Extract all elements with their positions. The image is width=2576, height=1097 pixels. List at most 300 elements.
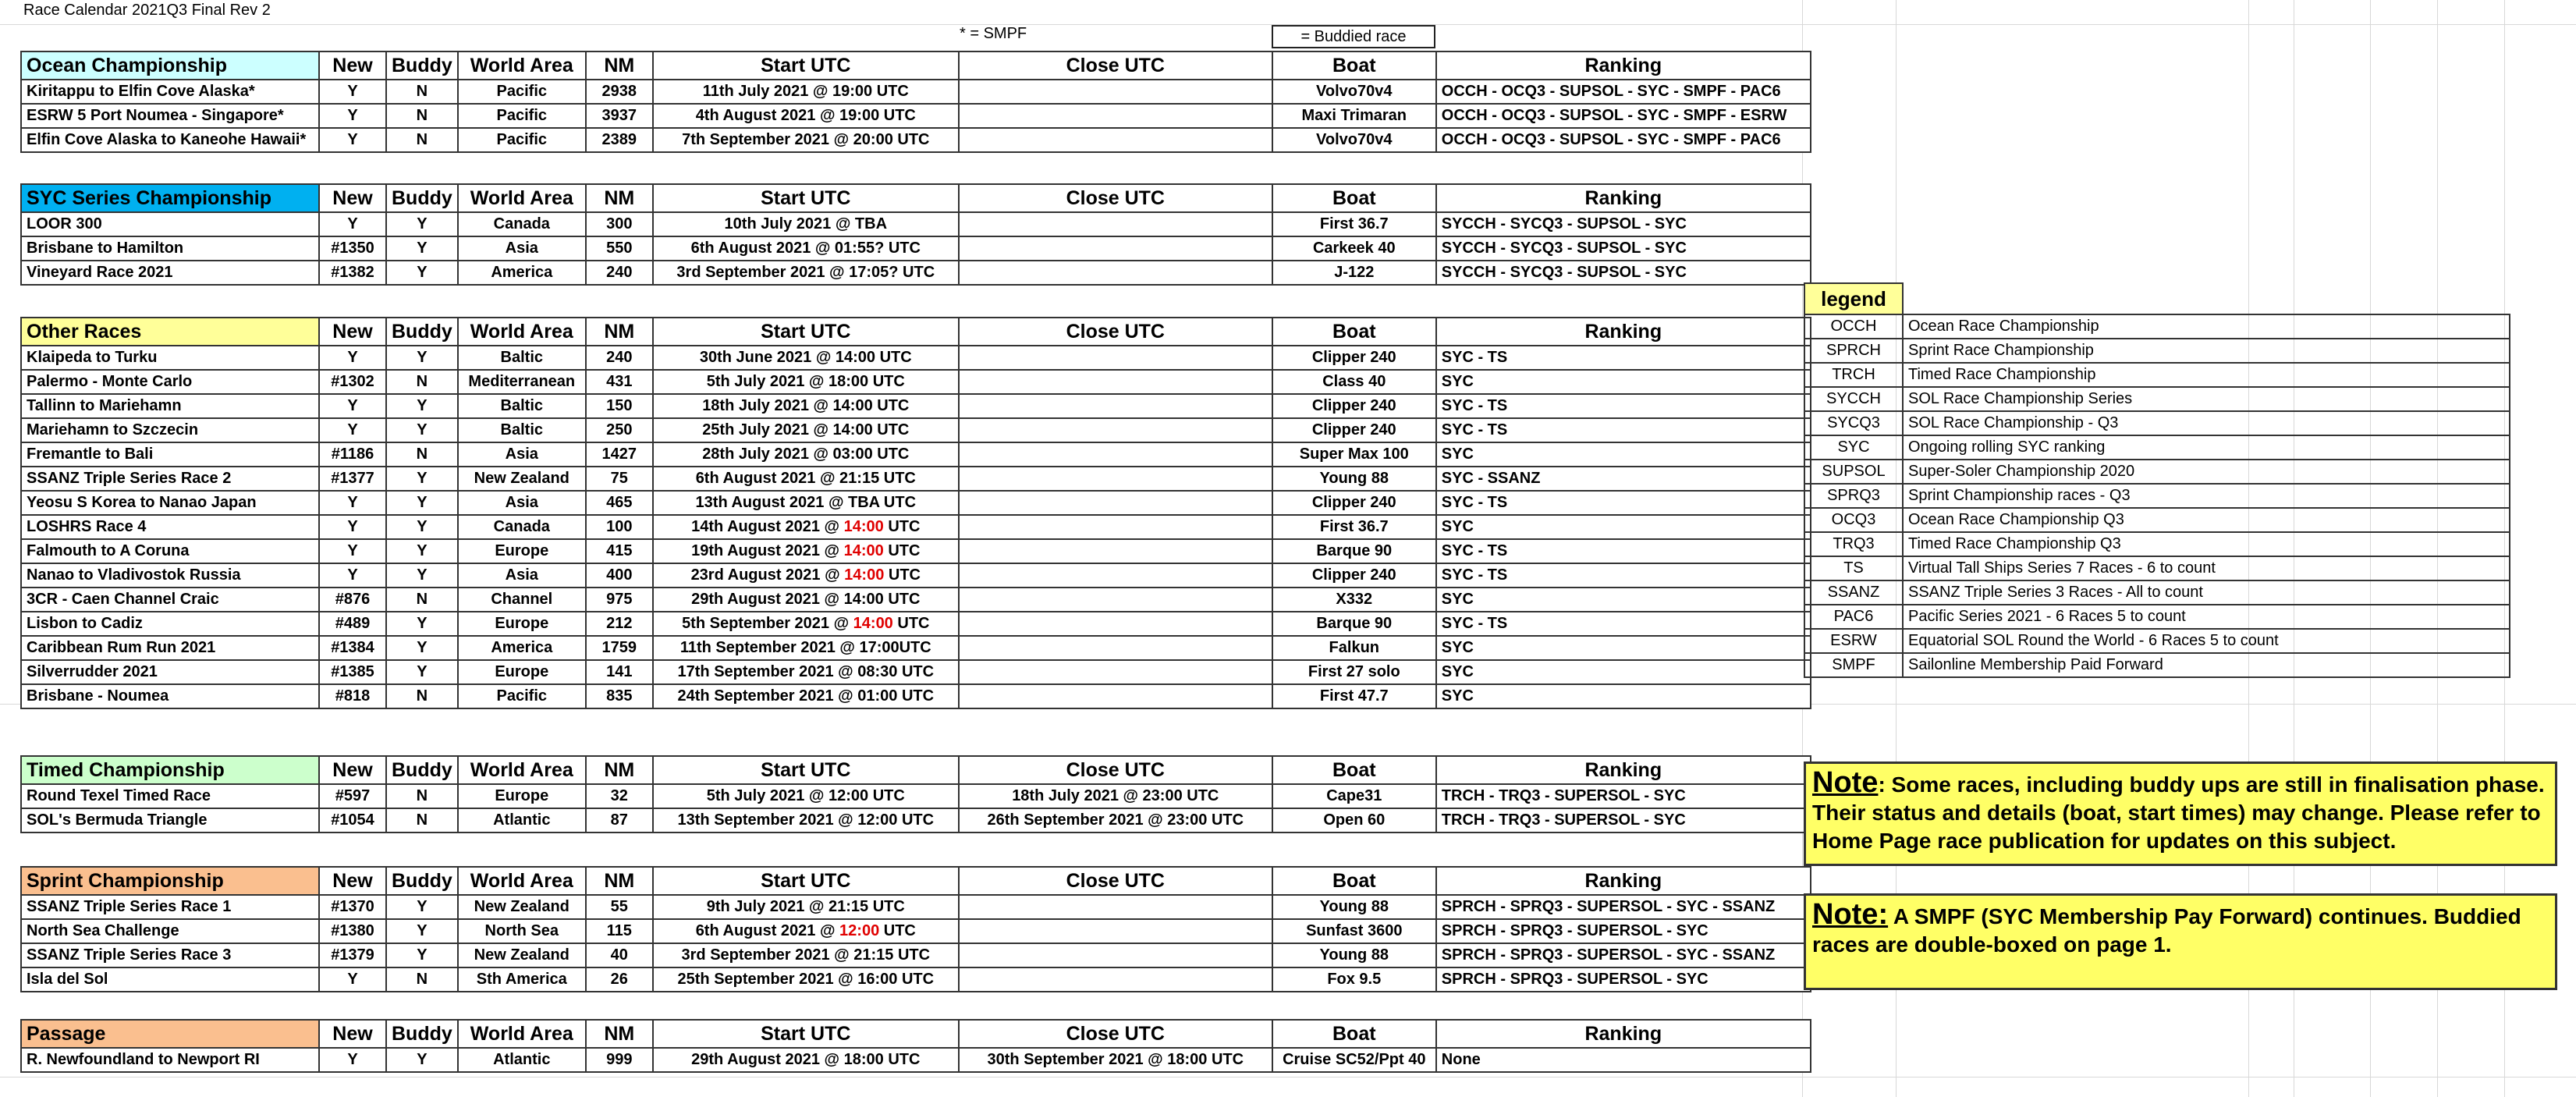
legend-row: [1804, 532, 2510, 556]
note-label: Note: [1812, 766, 1879, 799]
start-utc-text: 17th September 2021 @ 08:30 UTC: [677, 663, 935, 680]
start-utc-text: 19th August 2021 @: [691, 542, 844, 559]
section-title: Sprint Championship: [21, 867, 319, 895]
close-utc-cell: 18th July 2021 @ 23:00 UTC: [959, 784, 1272, 808]
buddy-cell: Y: [386, 236, 458, 261]
header-new: New: [319, 1020, 386, 1048]
world-area-cell: Pacific: [458, 684, 586, 708]
start-utc-cell: [653, 919, 959, 943]
new-cell: Y: [319, 80, 386, 104]
ocean-championship-table: [20, 51, 1811, 153]
race-row: [21, 394, 1811, 418]
header-new: New: [319, 51, 386, 80]
buddy-cell: Y: [386, 636, 458, 660]
start-utc-text: 28th July 2021 @ 03:00 UTC: [702, 446, 910, 463]
header-world-area: World Area: [458, 184, 586, 212]
legend-description: Ongoing rolling SYC ranking: [1903, 435, 2510, 460]
start-utc-text: 11th July 2021 @ 19:00 UTC: [702, 83, 909, 100]
close-utc-cell: 30th September 2021 @ 18:00 UTC: [959, 1048, 1272, 1072]
legend-code: TRQ3: [1804, 532, 1903, 556]
start-time-highlight: 14:00: [844, 566, 885, 584]
boat-cell: Sunfast 3600: [1272, 919, 1436, 943]
nm-cell: 300: [586, 212, 653, 236]
legend-code: OCCH: [1804, 314, 1903, 339]
legend-description: Virtual Tall Ships Series 7 Races - 6 to count: [1903, 556, 2510, 580]
start-utc-cell: [653, 212, 959, 236]
nm-cell: 975: [586, 588, 653, 612]
start-utc-text: 9th July 2021 @ 21:15 UTC: [706, 898, 905, 915]
legend-description: Sprint Race Championship: [1903, 339, 2510, 363]
header-world-area: World Area: [458, 867, 586, 895]
close-utc-cell: [959, 895, 1272, 919]
boat-cell: Young 88: [1272, 943, 1436, 967]
nm-cell: 240: [586, 346, 653, 370]
new-cell: Y: [319, 212, 386, 236]
buddy-cell: Y: [386, 394, 458, 418]
close-utc-cell: 26th September 2021 @ 23:00 UTC: [959, 808, 1272, 833]
ranking-cell: SYC: [1436, 370, 1811, 394]
race-name: ESRW 5 Port Noumea - Singapore*: [21, 104, 319, 128]
header-close-utc: Close UTC: [959, 1020, 1272, 1048]
header-ranking: Ranking: [1436, 867, 1811, 895]
start-utc-cell: [653, 346, 959, 370]
new-cell: Y: [319, 104, 386, 128]
nm-cell: 87: [586, 808, 653, 833]
header-boat: Boat: [1272, 318, 1436, 346]
race-row: [21, 1048, 1811, 1072]
nm-cell: 141: [586, 660, 653, 684]
note-smpf: [1804, 893, 2557, 990]
legend-code: PAC6: [1804, 605, 1903, 629]
boat-cell: First 36.7: [1272, 212, 1436, 236]
ranking-cell: SYC - TS: [1436, 394, 1811, 418]
world-area-cell: Baltic: [458, 394, 586, 418]
buddy-cell: N: [386, 808, 458, 833]
start-utc-text: 11th September 2021 @ 17:00UTC: [679, 639, 931, 656]
race-name: Palermo - Monte Carlo: [21, 370, 319, 394]
ranking-cell: SPRCH - SPRQ3 - SUPERSOL - SYC - SSANZ: [1436, 943, 1811, 967]
legend-row: [1804, 605, 2510, 629]
close-utc-cell: [959, 418, 1272, 442]
buddy-cell: Y: [386, 212, 458, 236]
header-nm: NM: [586, 867, 653, 895]
start-utc-text: 25th September 2021 @ 16:00 UTC: [677, 971, 935, 988]
race-name: 3CR - Caen Channel Craic: [21, 588, 319, 612]
header-boat: Boat: [1272, 867, 1436, 895]
race-name: Round Texel Timed Race: [21, 784, 319, 808]
race-name: Isla del Sol: [21, 967, 319, 992]
header-world-area: World Area: [458, 756, 586, 784]
ranking-cell: SYC - TS: [1436, 418, 1811, 442]
start-utc-text: 4th August 2021 @ 19:00 UTC: [695, 107, 916, 124]
header-ranking: Ranking: [1436, 51, 1811, 80]
ranking-cell: SYCCH - SYCQ3 - SUPSOL - SYC: [1436, 261, 1811, 285]
boat-cell: First 47.7: [1272, 684, 1436, 708]
boat-cell: Falkun: [1272, 636, 1436, 660]
race-name: Yeosu S Korea to Nanao Japan: [21, 491, 319, 515]
race-name: Fremantle to Bali: [21, 442, 319, 467]
buddy-cell: N: [386, 80, 458, 104]
nm-cell: 3937: [586, 104, 653, 128]
world-area-cell: America: [458, 261, 586, 285]
boat-cell: Volvo70v4: [1272, 128, 1436, 152]
ranking-cell: SYCCH - SYCQ3 - SUPSOL - SYC: [1436, 212, 1811, 236]
buddy-cell: N: [386, 784, 458, 808]
ranking-cell: SYC - TS: [1436, 612, 1811, 636]
buddy-cell: N: [386, 104, 458, 128]
start-utc-text: 5th September 2021 @: [682, 615, 853, 632]
boat-cell: Fox 9.5: [1272, 967, 1436, 992]
header-close-utc: Close UTC: [959, 867, 1272, 895]
world-area-cell: New Zealand: [458, 943, 586, 967]
legend-description: Ocean Race Championship: [1903, 314, 2510, 339]
legend-row: [1804, 580, 2510, 605]
start-utc-cell: [653, 895, 959, 919]
new-cell: Y: [319, 346, 386, 370]
new-cell: #1379: [319, 943, 386, 967]
race-name: SSANZ Triple Series Race 2: [21, 467, 319, 491]
new-cell: Y: [319, 539, 386, 563]
nm-cell: 150: [586, 394, 653, 418]
world-area-cell: Atlantic: [458, 808, 586, 833]
legend-row: [1804, 653, 2510, 677]
race-name: Tallinn to Mariehamn: [21, 394, 319, 418]
start-utc-text: UTC: [892, 615, 930, 632]
start-utc-cell: [653, 80, 959, 104]
start-utc-cell: [653, 394, 959, 418]
world-area-cell: America: [458, 636, 586, 660]
race-row: [21, 212, 1811, 236]
header-nm: NM: [586, 756, 653, 784]
new-cell: #597: [319, 784, 386, 808]
header-close-utc: Close UTC: [959, 318, 1272, 346]
world-area-cell: Baltic: [458, 346, 586, 370]
nm-cell: 835: [586, 684, 653, 708]
start-utc-cell: [653, 442, 959, 467]
nm-cell: 999: [586, 1048, 653, 1072]
start-utc-cell: [653, 370, 959, 394]
boat-cell: Open 60: [1272, 808, 1436, 833]
start-utc-text: 7th September 2021 @ 20:00 UTC: [682, 131, 930, 148]
close-utc-cell: [959, 612, 1272, 636]
legend-code: SMPF: [1804, 653, 1903, 677]
race-row: [21, 967, 1811, 992]
close-utc-cell: [959, 588, 1272, 612]
header-start-utc: Start UTC: [653, 867, 959, 895]
close-utc-cell: [959, 967, 1272, 992]
start-utc-cell: [653, 104, 959, 128]
header-boat: Boat: [1272, 184, 1436, 212]
header-ranking: Ranking: [1436, 756, 1811, 784]
ranking-cell: SPRCH - SPRQ3 - SUPERSOL - SYC: [1436, 919, 1811, 943]
race-name: Brisbane - Noumea: [21, 684, 319, 708]
close-utc-cell: [959, 636, 1272, 660]
header-ranking: Ranking: [1436, 184, 1811, 212]
close-utc-cell: [959, 394, 1272, 418]
section-title: Ocean Championship: [21, 51, 319, 80]
nm-cell: 2389: [586, 128, 653, 152]
buddy-cell: Y: [386, 1048, 458, 1072]
page-title: Race Calendar 2021Q3 Final Rev 2: [23, 2, 271, 19]
legend-row: [1804, 339, 2510, 363]
close-utc-cell: [959, 442, 1272, 467]
new-cell: Y: [319, 563, 386, 588]
new-cell: Y: [319, 394, 386, 418]
start-utc-cell: [653, 612, 959, 636]
header-nm: NM: [586, 1020, 653, 1048]
race-row: [21, 895, 1811, 919]
legend-code: TRCH: [1804, 363, 1903, 387]
header-new: New: [319, 756, 386, 784]
nm-cell: 40: [586, 943, 653, 967]
legend-code: ESRW: [1804, 629, 1903, 653]
start-utc-text: 29th August 2021 @ 14:00 UTC: [691, 591, 921, 608]
header-buddy: Buddy: [386, 1020, 458, 1048]
race-row: [21, 515, 1811, 539]
close-utc-cell: [959, 491, 1272, 515]
buddy-cell: N: [386, 442, 458, 467]
world-area-cell: Canada: [458, 515, 586, 539]
header-close-utc: Close UTC: [959, 756, 1272, 784]
legend-description: SSANZ Triple Series 3 Races - All to count: [1903, 580, 2510, 605]
new-cell: #1385: [319, 660, 386, 684]
start-utc-cell: [653, 1048, 959, 1072]
header-boat: Boat: [1272, 756, 1436, 784]
ranking-cell: SYC - TS: [1436, 563, 1811, 588]
new-cell: #1186: [319, 442, 386, 467]
header-world-area: World Area: [458, 318, 586, 346]
buddy-cell: N: [386, 128, 458, 152]
start-utc-cell: [653, 588, 959, 612]
new-cell: #1054: [319, 808, 386, 833]
close-utc-cell: [959, 539, 1272, 563]
new-cell: #1350: [319, 236, 386, 261]
new-cell: #818: [319, 684, 386, 708]
header-buddy: Buddy: [386, 756, 458, 784]
close-utc-cell: [959, 563, 1272, 588]
nm-cell: 1427: [586, 442, 653, 467]
boat-cell: Volvo70v4: [1272, 80, 1436, 104]
section-title: Timed Championship: [21, 756, 319, 784]
legend-description: SOL Race Championship Series: [1903, 387, 2510, 411]
boat-cell: Young 88: [1272, 895, 1436, 919]
start-utc-cell: [653, 784, 959, 808]
header-close-utc: Close UTC: [959, 184, 1272, 212]
start-utc-text: 25th July 2021 @ 14:00 UTC: [702, 421, 910, 438]
start-utc-text: 6th August 2021 @ 21:15 UTC: [695, 470, 916, 487]
world-area-cell: Europe: [458, 539, 586, 563]
header-new: New: [319, 318, 386, 346]
ranking-cell: SYC - SSANZ: [1436, 467, 1811, 491]
start-utc-cell: [653, 418, 959, 442]
world-area-cell: New Zealand: [458, 467, 586, 491]
header-close-utc: Close UTC: [959, 51, 1272, 80]
header-start-utc: Start UTC: [653, 51, 959, 80]
boat-cell: Cape31: [1272, 784, 1436, 808]
race-row: [21, 588, 1811, 612]
close-utc-cell: [959, 684, 1272, 708]
race-name: Caribbean Rum Run 2021: [21, 636, 319, 660]
world-area-cell: Sth America: [458, 967, 586, 992]
header-nm: NM: [586, 51, 653, 80]
race-name: LOOR 300: [21, 212, 319, 236]
close-utc-cell: [959, 660, 1272, 684]
legend-row: [1804, 556, 2510, 580]
race-row: [21, 128, 1811, 152]
ranking-cell: SPRCH - SPRQ3 - SUPERSOL - SYC: [1436, 967, 1811, 992]
race-row: [21, 467, 1811, 491]
start-utc-text: 29th August 2021 @ 18:00 UTC: [691, 1051, 921, 1068]
nm-cell: 431: [586, 370, 653, 394]
boat-cell: J-122: [1272, 261, 1436, 285]
world-area-cell: Pacific: [458, 128, 586, 152]
race-row: [21, 943, 1811, 967]
header-boat: Boat: [1272, 51, 1436, 80]
race-name: LOSHRS Race 4: [21, 515, 319, 539]
ranking-cell: None: [1436, 1048, 1811, 1072]
buddy-cell: Y: [386, 467, 458, 491]
legend-description: Timed Race Championship Q3: [1903, 532, 2510, 556]
world-area-cell: Mediterranean: [458, 370, 586, 394]
smpf-hint: * = SMPF: [960, 25, 1027, 42]
boat-cell: Maxi Trimaran: [1272, 104, 1436, 128]
buddy-cell: Y: [386, 563, 458, 588]
race-row: [21, 346, 1811, 370]
race-row: [21, 636, 1811, 660]
timed-championship-table: [20, 755, 1811, 833]
ranking-cell: OCCH - OCQ3 - SUPSOL - SYC - SMPF - PAC6: [1436, 80, 1811, 104]
note-finalisation: [1804, 762, 2557, 866]
legend-code: SPRCH: [1804, 339, 1903, 363]
start-time-highlight: 14:00: [843, 542, 884, 559]
start-utc-cell: [653, 684, 959, 708]
boat-cell: Clipper 240: [1272, 418, 1436, 442]
nm-cell: 550: [586, 236, 653, 261]
header-buddy: Buddy: [386, 867, 458, 895]
legend-code: SYCCH: [1804, 387, 1903, 411]
header-world-area: World Area: [458, 1020, 586, 1048]
start-utc-text: 13th August 2021 @ TBA UTC: [695, 494, 917, 511]
nm-cell: 465: [586, 491, 653, 515]
nm-cell: 212: [586, 612, 653, 636]
header-buddy: Buddy: [386, 51, 458, 80]
start-utc-text: 10th July 2021 @ TBA: [724, 215, 888, 233]
start-utc-text: 14th August 2021 @: [691, 518, 844, 535]
start-utc-text: 6th August 2021 @ 01:55? UTC: [690, 240, 921, 257]
close-utc-cell: [959, 346, 1272, 370]
nm-cell: 2938: [586, 80, 653, 104]
buddy-cell: N: [386, 370, 458, 394]
start-utc-cell: [653, 539, 959, 563]
start-time-highlight: 14:00: [843, 518, 884, 535]
start-utc-cell: [653, 236, 959, 261]
legend-row: [1804, 508, 2510, 532]
race-row: [21, 236, 1811, 261]
race-name: Vineyard Race 2021: [21, 261, 319, 285]
buddy-cell: Y: [386, 346, 458, 370]
start-utc-cell: [653, 967, 959, 992]
legend-description: Timed Race Championship: [1903, 363, 2510, 387]
world-area-cell: Asia: [458, 442, 586, 467]
close-utc-cell: [959, 236, 1272, 261]
buddy-cell: Y: [386, 895, 458, 919]
nm-cell: 250: [586, 418, 653, 442]
new-cell: #1370: [319, 895, 386, 919]
nm-cell: 115: [586, 919, 653, 943]
nm-cell: 1759: [586, 636, 653, 660]
start-utc-cell: [653, 467, 959, 491]
legend-description: SOL Race Championship - Q3: [1903, 411, 2510, 435]
new-cell: Y: [319, 418, 386, 442]
ranking-cell: SPRCH - SPRQ3 - SUPERSOL - SYC - SSANZ: [1436, 895, 1811, 919]
race-name: Mariehamn to Szczecin: [21, 418, 319, 442]
race-row: [21, 808, 1811, 833]
start-utc-text: 3rd September 2021 @ 21:15 UTC: [681, 946, 931, 964]
legend-row: [1804, 314, 2510, 339]
race-name: SSANZ Triple Series Race 1: [21, 895, 319, 919]
header-new: New: [319, 184, 386, 212]
ranking-cell: SYC - TS: [1436, 539, 1811, 563]
start-utc-text: 18th July 2021 @ 14:00 UTC: [702, 397, 910, 414]
header-nm: NM: [586, 318, 653, 346]
ranking-cell: SYC - TS: [1436, 346, 1811, 370]
boat-cell: Clipper 240: [1272, 491, 1436, 515]
header-start-utc: Start UTC: [653, 318, 959, 346]
close-utc-cell: [959, 128, 1272, 152]
boat-cell: Barque 90: [1272, 539, 1436, 563]
new-cell: Y: [319, 967, 386, 992]
race-row: [21, 919, 1811, 943]
close-utc-cell: [959, 467, 1272, 491]
boat-cell: First 36.7: [1272, 515, 1436, 539]
legend-title-spacer: [1903, 283, 2510, 314]
boat-cell: Cruise SC52/Ppt 40: [1272, 1048, 1436, 1072]
boat-cell: First 27 solo: [1272, 660, 1436, 684]
start-utc-text: UTC: [879, 922, 916, 939]
section-title: SYC Series Championship: [21, 184, 319, 212]
new-cell: Y: [319, 128, 386, 152]
other-races-table: [20, 317, 1811, 709]
race-row: [21, 563, 1811, 588]
start-utc-cell: [653, 515, 959, 539]
start-utc-cell: [653, 563, 959, 588]
buddy-cell: Y: [386, 660, 458, 684]
start-utc-cell: [653, 943, 959, 967]
race-row: [21, 612, 1811, 636]
new-cell: #489: [319, 612, 386, 636]
ranking-cell: OCCH - OCQ3 - SUPSOL - SYC - SMPF - PAC6: [1436, 128, 1811, 152]
header-nm: NM: [586, 184, 653, 212]
legend-code: OCQ3: [1804, 508, 1903, 532]
nm-cell: 400: [586, 563, 653, 588]
ranking-cell: SYC: [1436, 515, 1811, 539]
buddied-race-hint: = Buddied race: [1272, 25, 1435, 48]
boat-cell: Carkeek 40: [1272, 236, 1436, 261]
buddy-cell: Y: [386, 539, 458, 563]
boat-cell: Clipper 240: [1272, 394, 1436, 418]
race-row: [21, 418, 1811, 442]
race-name: SSANZ Triple Series Race 3: [21, 943, 319, 967]
race-name: R. Newfoundland to Newport RI: [21, 1048, 319, 1072]
ranking-cell: SYC - TS: [1436, 491, 1811, 515]
legend-row: [1804, 460, 2510, 484]
legend-code: SYCQ3: [1804, 411, 1903, 435]
header-world-area: World Area: [458, 51, 586, 80]
start-utc-cell: [653, 128, 959, 152]
new-cell: #1377: [319, 467, 386, 491]
legend-code: SUPSOL: [1804, 460, 1903, 484]
new-cell: #1302: [319, 370, 386, 394]
